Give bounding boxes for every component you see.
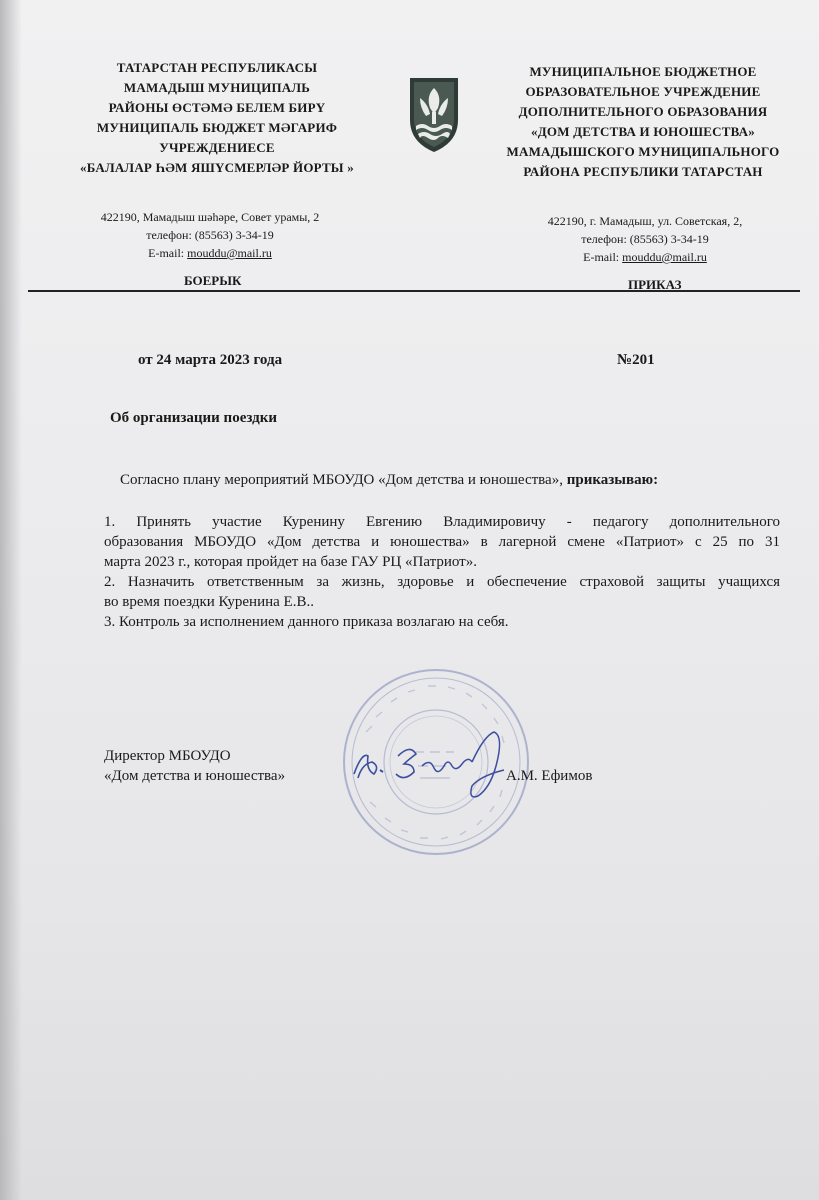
doc-type-tatar: БОЕРЫК — [184, 273, 242, 288]
email-label: E-mail: — [583, 250, 623, 264]
item-2-line: 2. Назначить ответственным за жизнь, здоровье и обеспечение страховой защиты учащихся — [104, 574, 780, 590]
doc-type-russian: ПРИКАЗ — [628, 277, 682, 292]
header-right-line: ДОПОЛНИТЕЛЬНОГО ОБРАЗОВАНИЯ — [518, 104, 768, 119]
order-date: от 24 марта 2023 года — [138, 352, 283, 368]
item-3-line: 3. Контроль за исполнением данного приказа возлагаю на себя. — [104, 614, 509, 630]
header-right-org — [488, 62, 798, 182]
email-link-right[interactable]: mouddu@mail.ru — [622, 250, 707, 264]
email-link-left[interactable]: mouddu@mail.ru — [187, 246, 272, 260]
header-right-line: МАМАДЫШСКОГО МУНИЦИПАЛЬНОГО — [506, 144, 780, 159]
intro-text: Согласно плану мероприятий МБОУДО «Дом детства и юношества», — [120, 472, 567, 488]
signer-title: Директор МБОУДО — [104, 748, 231, 764]
address-right-street: 422190, г. Мамадыш, ул. Советская, 2, — [547, 214, 743, 228]
email-label: E-mail: — [148, 246, 188, 260]
header-divider — [28, 290, 800, 292]
item-1-line: марта 2023 г., которая пройдет на базе ГАУ РЦ «Патриот». — [104, 554, 477, 570]
order-intro — [120, 472, 658, 489]
order-number: №201 — [617, 352, 655, 368]
header-right-line: РАЙОНА РЕСПУБЛИКИ ТАТАРСТАН — [523, 164, 763, 179]
item-1-line: 1. Принять участие Куренину Евгению Владимировичу - педагогу дополнительного — [104, 514, 780, 530]
order-subject: Об организации поездки — [110, 410, 277, 426]
header-right-line: «ДОМ ДЕТСТВА И ЮНОШЕСТВА» — [531, 124, 755, 139]
header-left-line: ТАТАРСТАН РЕСПУБЛИКАСЫ — [116, 60, 318, 75]
signer-position — [104, 746, 285, 786]
intro-command: приказываю: — [566, 472, 659, 488]
header-right-line: ОБРАЗОВАТЕЛЬНОЕ УЧРЕЖДЕНИЕ — [525, 84, 761, 99]
coat-of-arms-emblem — [404, 74, 464, 154]
address-right-phone: телефон: (85563) 3-34-19 — [581, 232, 709, 246]
header-left-org — [52, 58, 382, 178]
header-left-line: МАМАДЫШ МУНИЦИПАЛЬ — [123, 80, 311, 95]
item-1-line: образования МБОУДО «Дом детства и юношества» в лагерной смене «Патриот» с 25 по 31 — [104, 534, 780, 550]
header-left-line: «БАЛАЛАР ҺӘМ ЯШҮСМЕРЛӘР ЙОРТЫ » — [80, 160, 354, 175]
signer-name: А.М. Ефимов — [506, 768, 593, 784]
item-2-line: во время поездки Куренина Е.В.. — [104, 594, 314, 610]
handwritten-signature — [344, 726, 524, 806]
address-left-email — [60, 244, 360, 262]
address-right-email — [500, 248, 790, 266]
page-shadow — [0, 0, 22, 1200]
header-left-line: МУНИЦИПАЛЬ БЮДЖЕТ МӘГАРИФ — [96, 120, 338, 135]
header-left-line: РАЙОНЫ ӨСТӘМӘ БЕЛЕМ БИРҮ — [108, 100, 326, 115]
address-left-phone: телефон: (85563) 3-34-19 — [146, 228, 274, 242]
address-left — [60, 208, 360, 262]
header-left-line: УЧРЕЖДЕНИЕСЕ — [159, 140, 275, 155]
order-body — [104, 512, 780, 632]
signer-org: «Дом детства и юношества» — [104, 768, 286, 784]
address-right — [500, 212, 790, 266]
address-left-street: 422190, Мамадыш шәһәре, Совет урамы, 2 — [100, 210, 320, 224]
header-right-line: МУНИЦИПАЛЬНОЕ БЮДЖЕТНОЕ — [529, 64, 757, 79]
